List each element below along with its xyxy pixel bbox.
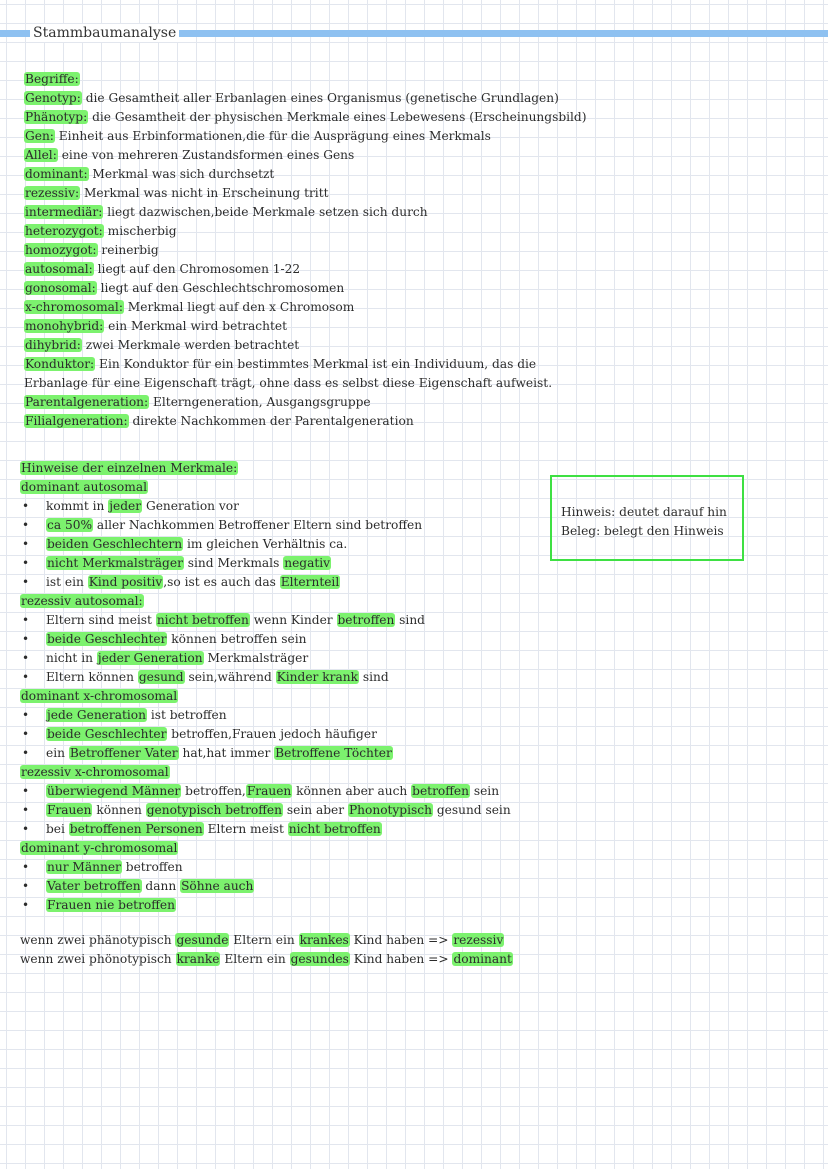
highlighted-text: nicht Merkmalsträger — [47, 556, 183, 570]
hint-bullet-line — [46, 669, 389, 685]
hint-bullet-line — [46, 498, 239, 514]
bullet-dot: • — [22, 613, 30, 627]
text-segment: Eltern können — [46, 670, 138, 684]
text-segment: dann — [141, 879, 181, 893]
highlighted-text: betroffen — [412, 784, 469, 798]
text-segment: aller Nachkommen Betroffener Eltern sind betroffen — [93, 518, 423, 532]
definition-line — [24, 375, 552, 391]
definition-term: rezessiv: — [25, 186, 80, 200]
highlighted-text: nicht betroffen — [156, 613, 249, 627]
text-segment: sein aber — [283, 803, 348, 817]
text-segment: im gleichen Verhältnis ca. — [183, 537, 348, 551]
definition-line — [24, 299, 354, 315]
highlighted-text: jeder Generation — [97, 651, 203, 665]
highlighted-text: beiden Geschlechtern — [47, 537, 183, 551]
definition-term: dihybrid: — [25, 338, 81, 352]
highlighted-text: dominant — [453, 952, 512, 966]
text-segment: Kind haben => — [349, 933, 453, 947]
definition-line — [24, 90, 559, 106]
definition-line — [24, 185, 329, 201]
definition-text: liegt dazwischen,beide Merkmale setzen sich durch — [103, 205, 428, 219]
definition-line — [24, 242, 159, 258]
highlighted-text: Betroffener Vater — [69, 746, 178, 760]
bullet-dot: • — [22, 575, 30, 589]
bullet-dot: • — [22, 537, 30, 551]
text-segment: hat,hat immer — [178, 746, 275, 760]
definition-text: mischerbig — [103, 224, 177, 238]
text-segment: betroffen — [121, 860, 183, 874]
highlighted-text: genotypisch betroffen — [146, 803, 282, 817]
group-title-text: dominant x-chromosomal — [21, 689, 178, 703]
definition-text: Einheit aus Erbinformationen,die für die Ausprägung eines Merkmals — [54, 129, 491, 143]
bullet-dot: • — [22, 518, 30, 532]
highlighted-text: beide Geschlechter — [47, 727, 167, 741]
highlighted-text: betroffen — [337, 613, 395, 627]
highlighted-text: kranke — [176, 952, 220, 966]
definition-text: die Gesamtheit aller Erbanlagen eines Organismus (genetische Grundlagen) — [81, 91, 559, 105]
hints-heading-text: Hinweise der einzelnen Merkmale: — [21, 461, 238, 475]
group-title — [20, 840, 178, 856]
text-segment: ist ein — [46, 575, 88, 589]
definition-text: Merkmal was nicht in Erscheinung tritt — [80, 186, 329, 200]
definition-text: liegt auf den Geschlechtschromosomen — [96, 281, 345, 295]
group-title — [20, 593, 144, 609]
text-segment: wenn Kinder — [249, 613, 337, 627]
group-title-text: dominant autosomal — [21, 480, 147, 494]
note-beleg-line: Beleg: belegt den Hinweis — [561, 524, 724, 538]
definition-term: intermediär: — [25, 205, 103, 219]
note-box — [550, 475, 744, 561]
group-title-text: rezessiv x-chromosomal — [21, 765, 169, 779]
definition-line — [24, 223, 177, 239]
note-hinweis-line: Hinweis: deutet darauf hin — [561, 505, 727, 519]
definition-line — [24, 394, 371, 410]
definitions-heading-text: Begriffe: — [25, 72, 79, 86]
definition-text: ein Merkmal wird betrachtet — [104, 319, 287, 333]
definition-line — [24, 337, 299, 353]
group-title — [20, 688, 178, 704]
definition-text: eine von mehreren Zustandsformen eines Gens — [57, 148, 355, 162]
summary-line — [20, 951, 513, 967]
definition-term: dominant: — [25, 167, 88, 181]
definition-text: liegt auf den Chromosomen 1-22 — [93, 262, 301, 276]
definition-term: autosomal: — [25, 262, 93, 276]
highlighted-text: Frauen — [246, 784, 292, 798]
highlighted-text: Kinder krank — [276, 670, 358, 684]
highlighted-text: beide Geschlechter — [47, 632, 167, 646]
highlighted-text: jede Generation — [47, 708, 146, 722]
highlighted-text: nur Männer — [47, 860, 121, 874]
text-segment: Generation vor — [142, 499, 239, 513]
definition-line — [24, 109, 586, 125]
highlighted-text: Betroffene Töchter — [275, 746, 392, 760]
hint-bullet-line — [46, 650, 308, 666]
hint-bullet-line — [46, 631, 307, 647]
highlighted-text: Vater betroffen — [47, 879, 141, 893]
hint-bullet-line — [46, 802, 511, 818]
bullet-dot: • — [22, 670, 30, 684]
bullet-dot: • — [22, 879, 30, 893]
hint-bullet-line — [46, 783, 499, 799]
definition-text: zwei Merkmale werden betrachtet — [81, 338, 300, 352]
definition-text: reinerbig — [97, 243, 159, 257]
highlighted-text: Elternteil — [280, 575, 340, 589]
text-segment: Kind haben => — [349, 952, 453, 966]
highlighted-text: Kind positiv — [88, 575, 163, 589]
definitions-heading — [24, 71, 80, 87]
text-segment: Merkmalsträger — [203, 651, 309, 665]
definition-term: Parentalgeneration: — [25, 395, 149, 409]
hint-bullet-line — [46, 612, 425, 628]
definition-text: die Gesamtheit der physischen Merkmale eines Lebewesens (Erscheinungsbild) — [88, 110, 587, 124]
text-segment: wenn zwei phönotypisch — [20, 952, 176, 966]
page-title: Stammbaumanalyse — [30, 24, 179, 42]
text-segment: betroffen,Frauen jedoch häufiger — [167, 727, 377, 741]
highlighted-text: Söhne auch — [181, 879, 254, 893]
text-segment: Eltern meist — [203, 822, 288, 836]
highlighted-text: ca 50% — [47, 518, 93, 532]
text-segment: ein — [46, 746, 69, 760]
highlighted-text: negativ — [284, 556, 331, 570]
bullet-dot: • — [22, 784, 30, 798]
highlighted-text: nicht betroffen — [288, 822, 381, 836]
text-segment: ,so ist es auch das — [163, 575, 280, 589]
definition-term: homozygot: — [25, 243, 97, 257]
text-segment: bei — [46, 822, 69, 836]
bullet-dot: • — [22, 499, 30, 513]
definition-text: Merkmal liegt auf den x Chromosom — [123, 300, 355, 314]
bullet-dot: • — [22, 746, 30, 760]
highlighted-text: gesunde — [176, 933, 229, 947]
definition-term: Genotyp: — [25, 91, 81, 105]
bullet-dot: • — [22, 556, 30, 570]
definition-line — [24, 204, 428, 220]
definition-line — [24, 280, 344, 296]
hint-bullet-line — [46, 878, 254, 894]
highlighted-text: betroffenen Personen — [69, 822, 203, 836]
definition-text: Ein Konduktor für ein bestimmtes Merkmal ist ein Individuum, das die — [95, 357, 537, 371]
hint-bullet-line — [46, 707, 227, 723]
definition-line — [24, 318, 287, 334]
hint-bullet-line — [46, 555, 331, 571]
highlighted-text: krankes — [299, 933, 349, 947]
definition-term: Phänotyp: — [25, 110, 88, 124]
group-title-text: dominant y-chromosomal — [21, 841, 178, 855]
highlighted-text: jeder — [109, 499, 142, 513]
bullet-dot: • — [22, 803, 30, 817]
hint-bullet-line — [46, 859, 183, 875]
group-title — [20, 479, 148, 495]
text-segment: nicht in — [46, 651, 97, 665]
text-segment: sind Merkmals — [183, 556, 284, 570]
hint-bullet-line — [46, 726, 377, 742]
hint-bullet-line — [46, 517, 422, 533]
definition-line — [24, 166, 274, 182]
text-segment: ist betroffen — [146, 708, 227, 722]
text-segment: Eltern sind meist — [46, 613, 156, 627]
highlighted-text: rezessiv — [453, 933, 504, 947]
bullet-dot: • — [22, 651, 30, 665]
definition-term: gonosomal: — [25, 281, 96, 295]
text-segment: sind — [358, 670, 389, 684]
definition-term: Allel: — [25, 148, 57, 162]
text-segment: können aber auch — [292, 784, 412, 798]
definition-text: direkte Nachkommen der Parentalgeneration — [128, 414, 414, 428]
definition-text: Merkmal was sich durchsetzt — [88, 167, 275, 181]
text-segment: Eltern ein — [229, 933, 299, 947]
definition-text: Erbanlage für eine Eigenschaft trägt, ohne dass es selbst diese Eigenschaft aufweist. — [24, 376, 553, 390]
bullet-dot: • — [22, 727, 30, 741]
hint-bullet-line — [46, 897, 176, 913]
text-segment: betroffen, — [181, 784, 246, 798]
highlighted-text: überwiegend Männer — [47, 784, 181, 798]
definition-term: Konduktor: — [25, 357, 95, 371]
definition-text: Elterngeneration, Ausgangsgruppe — [149, 395, 371, 409]
definition-line — [24, 128, 491, 144]
bullet-dot: • — [22, 860, 30, 874]
definition-term: monohybrid: — [25, 319, 104, 333]
definition-line — [24, 413, 414, 429]
text-segment: sein,während — [184, 670, 276, 684]
definition-term: Filialgeneration: — [25, 414, 128, 428]
highlighted-text: gesund — [138, 670, 184, 684]
bullet-dot: • — [22, 898, 30, 912]
text-segment: kommt in — [46, 499, 109, 513]
text-segment: wenn zwei phänotypisch — [20, 933, 176, 947]
bullet-dot: • — [22, 822, 30, 836]
definition-line — [24, 356, 536, 372]
bullet-dot: • — [22, 632, 30, 646]
hints-heading — [20, 460, 238, 476]
highlighted-text: Phonotypisch — [348, 803, 432, 817]
text-segment: können betroffen sein — [167, 632, 307, 646]
text-segment: gesund sein — [432, 803, 511, 817]
text-segment: sind — [395, 613, 425, 627]
group-title — [20, 764, 170, 780]
highlighted-text: Frauen — [47, 803, 92, 817]
definition-line — [24, 147, 354, 163]
hint-bullet-line — [46, 574, 340, 590]
text-segment: sein — [469, 784, 500, 798]
text-segment: können — [92, 803, 146, 817]
definition-term: x-chromosomal: — [25, 300, 123, 314]
hint-bullet-line — [46, 821, 382, 837]
definition-term: Gen: — [25, 129, 54, 143]
highlighted-text: Frauen nie betroffen — [47, 898, 175, 912]
hint-bullet-line — [46, 745, 393, 761]
summary-line — [20, 932, 504, 948]
hint-bullet-line — [46, 536, 347, 552]
definition-line — [24, 261, 300, 277]
bullet-dot: • — [22, 708, 30, 722]
definition-term: heterozygot: — [25, 224, 103, 238]
highlighted-text: gesundes — [290, 952, 349, 966]
group-title-text: rezessiv autosomal: — [21, 594, 143, 608]
text-segment: Eltern ein — [220, 952, 290, 966]
